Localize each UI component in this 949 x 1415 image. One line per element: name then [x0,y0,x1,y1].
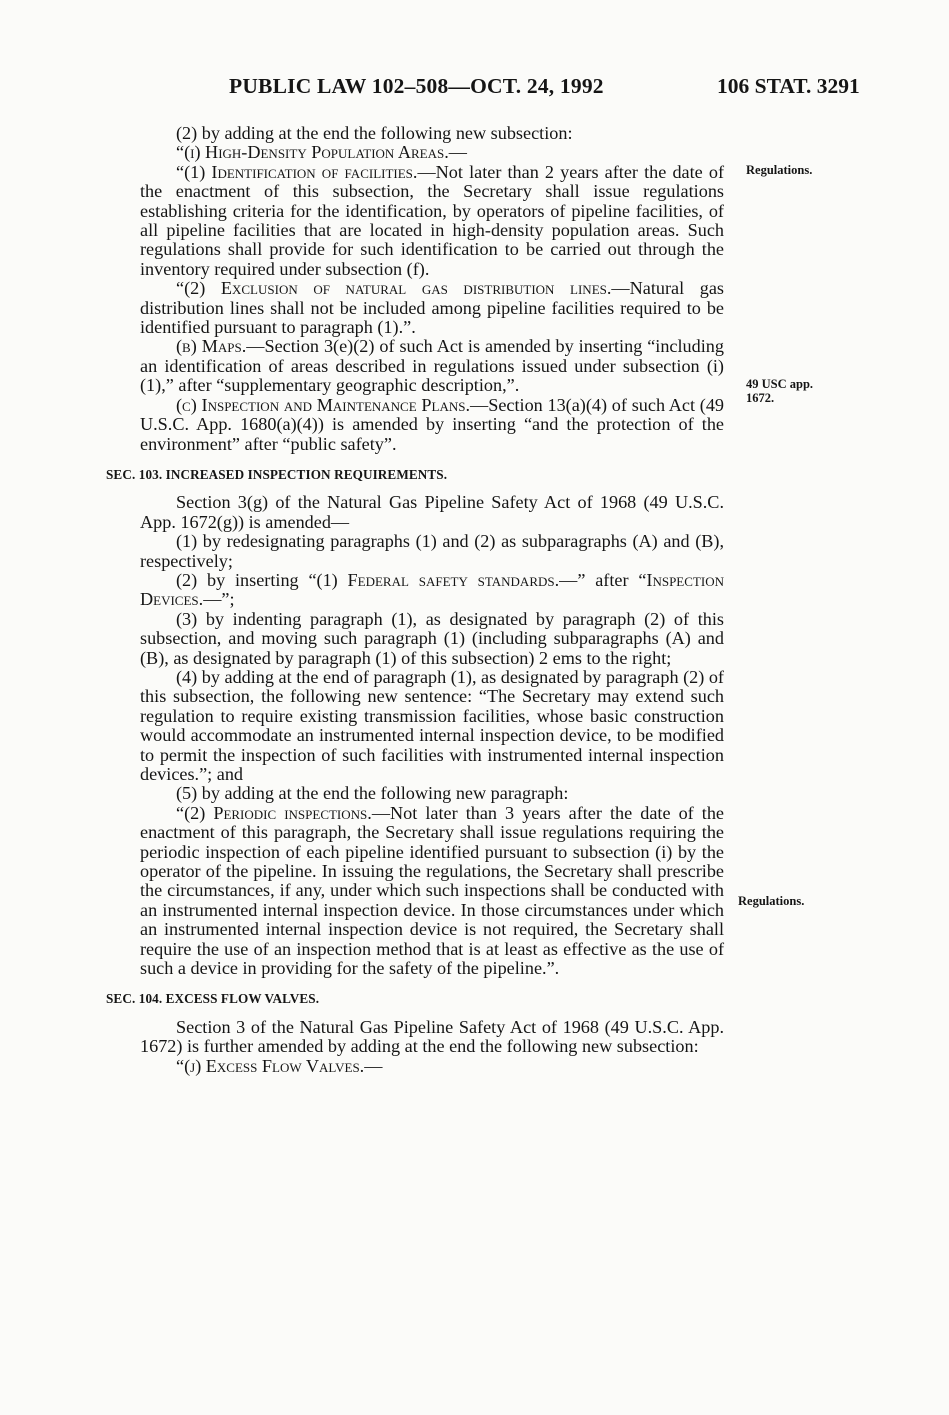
paragraph-heading: (b) Maps. [176,336,247,357]
paragraph-body: —Natural gas distribution lines shall not be included among pipeline facilities required to be identified pursuant to paragraph (1).”. [140,278,724,338]
paragraph-heading: “(1) Identification of facilities. [176,161,418,182]
margin-note-usc-line1: 49 USC app. [746,377,814,391]
paragraph-text: (2) by inserting “(1) [176,569,348,590]
section-heading: SEC. 103. INCREASED INSPECTION REQUIREMENTS. [106,466,448,482]
section-heading: SEC. 104. EXCESS FLOW VALVES. [106,991,320,1007]
paragraph: (3) by indenting paragraph (1), as designated by paragraph (2) of this subsection, and moving such paragraph (1) (including subparagraphs (A) and (B), as designated by paragraph (1) of this subsection) 2 ems to the right; [140,608,724,668]
paragraph: (5) by adding at the end the following new paragraph: [176,783,569,804]
margin-note-regulations: Regulations. [738,894,805,908]
margin-note-regulations: Regulations. [746,163,813,177]
subsection-heading [140,1057,724,1076]
paragraph-heading: “(2) Exclusion of natural gas distribution lines. [176,278,612,299]
running-header-title: PUBLIC LAW 102–508—OCT. 24, 1992 [229,74,604,98]
paragraph [140,396,724,454]
paragraph [140,804,724,979]
paragraph [140,337,724,395]
paragraph-text: —”; [203,589,235,610]
paragraph [140,279,724,337]
paragraph: (1) by redesignating paragraphs (1) and (2) as subparagraphs (A) and (B), respectively; [140,531,724,571]
paragraph-body: —Not later than 3 years after the date of the enactment of this paragraph, the Secretary shall issue regulations requiring the periodic inspection of each pipeline identified pursuant to subsection (i) by the operator of the pipeline. In issuing the regulations, the Secretary shall prescribe the circumstances, if any, under which such inspections shall be conducted with an instrumented internal inspection device. In those circumstances under which an instrumented internal inspection device is not required, the Secretary shall require the use of an inspection method that is at least as effective as the use of such a device in providing for the safety of the pipeline.”. [140,802,724,979]
subsection-heading [140,143,724,162]
paragraph [140,163,724,279]
paragraph-text: —” after “ [559,569,647,590]
paragraph: (2) by adding at the end the following new subsection: [176,123,573,143]
paragraph: (4) by adding at the end of paragraph (1), as designated by paragraph (2) of this subsection, the following new sentence: “The Secretary may extend such regulation to require existing transmission facilities, whose basic construction would accommodate an instrumented internal inspection device, to be modified to permit the inspection of such facilities with instrumented internal inspection devices.”; and [140,666,724,784]
paragraph-term: Inspection Devices. [140,569,724,610]
paragraph: Section 3(g) of the Natural Gas Pipeline Safety Act of 1968 (49 U.S.C. App. 1672(g)) is amended— [140,492,724,532]
paragraph [140,571,724,610]
body-text [106,123,725,1076]
paragraph-body: —Not later than 2 years after the date of the enactment of this subsection, the Secretary shall issue regulations establishing criteria for the identification, by operators of pipeline facilities, of all pipeline facilities that are located in high-density population areas. Such regulations shall provide for such identification to be carried out through the inventory required under subsection (f). [140,161,725,279]
paragraph-heading: “(2) Periodic inspections. [176,802,372,823]
margin-note-usc-line2: 1672. [746,391,775,405]
subsection-heading-text: “(i) High-Density Population Areas.— [176,142,467,163]
subsection-heading-text: “(j) Excess Flow Valves.— [176,1055,383,1076]
paragraph-heading: (c) Inspection and Maintenance Plans. [176,394,471,415]
paragraph-term: Federal safety standards. [347,569,560,590]
paragraph: Section 3 of the Natural Gas Pipeline Safety Act of 1968 (49 U.S.C. App. 1672) is further amended by adding at the end the following new subsection: [140,1016,724,1057]
running-header-page-number: 106 STAT. 3291 [717,74,860,98]
paragraph-body: —Section 3(e)(2) of such Act is amended by inserting “including an identification of areas described in regulations issued under subsection (i)(1),” after “supplementary geographic description,”. [140,336,724,396]
paragraph-body: —Section 13(a)(4) of such Act (49 U.S.C. App. 1680(a)(4)) is amended by inserting “and the protection of the environment” after “public safety”. [140,394,725,454]
margin-note-usc-citation [746,377,813,405]
